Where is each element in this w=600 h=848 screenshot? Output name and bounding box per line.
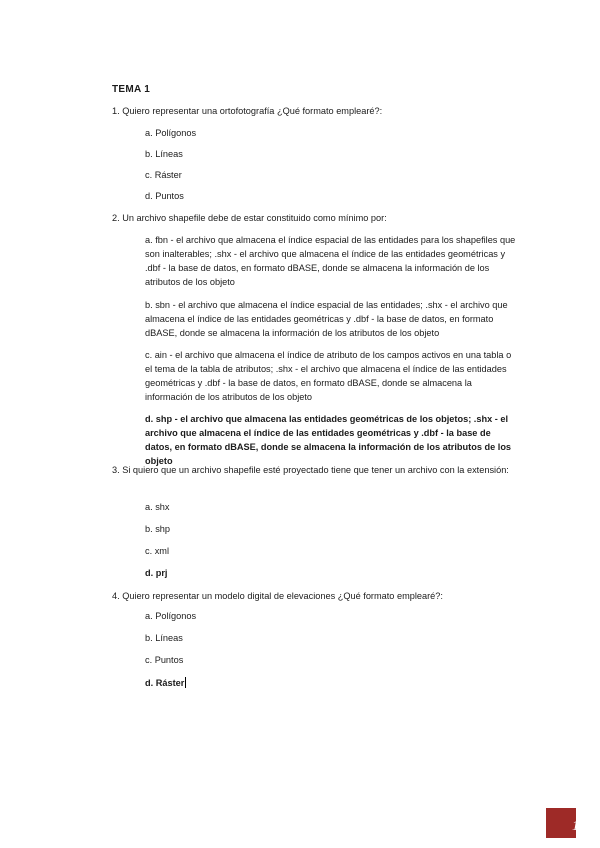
- question-2-option-c: c. ain - el archivo que almacena el índice de atributo de los campos activos en una tabla o el tema de la tabla de atributos; .shx - el archivo que almacena el índice de las entidades geométricas y .dbf - la base de datos, en formato dBASE, donde se almacena la información de los atributos de los objeto: [145, 350, 512, 402]
- question-4-option-d-label: d. Ráster: [145, 678, 185, 688]
- question-3: 3. Si quiero que un archivo shapefile esté proyectado tiene que tener un archivo con la extensión:: [112, 465, 509, 475]
- question-1-option-a: a. Polígonos: [145, 128, 197, 138]
- question-4-option-a: a. Polígonos: [145, 611, 197, 621]
- document-title: TEMA 1: [112, 84, 151, 95]
- question-1: 1. Quiero representar una ortofotografía ¿Qué formato emplearé?:: [112, 106, 383, 116]
- question-3-option-a: a. shx: [145, 502, 170, 512]
- question-4: 4. Quiero representar un modelo digital de elevaciones ¿Qué formato emplearé?:: [112, 591, 443, 601]
- question-3-option-c: c. xml: [145, 546, 169, 556]
- question-1-option-c: c. Ráster: [145, 170, 182, 180]
- question-4-option-c: c. Puntos: [145, 655, 184, 665]
- question-2-option-b: b. sbn - el archivo que almacena el índice espacial de las entidades; .shx - el archivo que almacena el índice de las entidades geométricas y .dbf - la base de datos, en formato dBASE, donde se almacena la información de los atributos de los objeto: [145, 300, 508, 338]
- page-number: 1: [572, 819, 579, 834]
- page-number-badge: [546, 808, 579, 838]
- question-3-option-d: d. prj: [145, 568, 168, 578]
- question-1-option-d: d. Puntos: [145, 191, 184, 201]
- question-2-option-d: d. shp - el archivo que almacena las entidades geométricas de los objetos; .shx - el archivo que almacena el índice de las entidades geométricas y .dbf - la base de datos, en formato dBASE, donde se almacena la información de los atributos de los objeto: [145, 414, 512, 466]
- text-cursor: [185, 677, 186, 688]
- question-2: 2. Un archivo shapefile debe de estar constituido como mínimo por:: [112, 213, 387, 223]
- question-1-option-b: b. Líneas: [145, 149, 183, 159]
- question-3-option-b: b. shp: [145, 524, 171, 534]
- question-4-option-b: b. Líneas: [145, 633, 183, 643]
- question-2-option-a: a. fbn - el archivo que almacena el índice espacial de las entidades para los shapefiles que son inalterables; .shx - el archivo que almacena el índice de las entidades geométricas y .dbf - la base de datos, en formato dBASE, donde se almacena la información de los atributos de los objeto: [145, 235, 516, 287]
- question-4-option-d[interactable]: [145, 676, 517, 690]
